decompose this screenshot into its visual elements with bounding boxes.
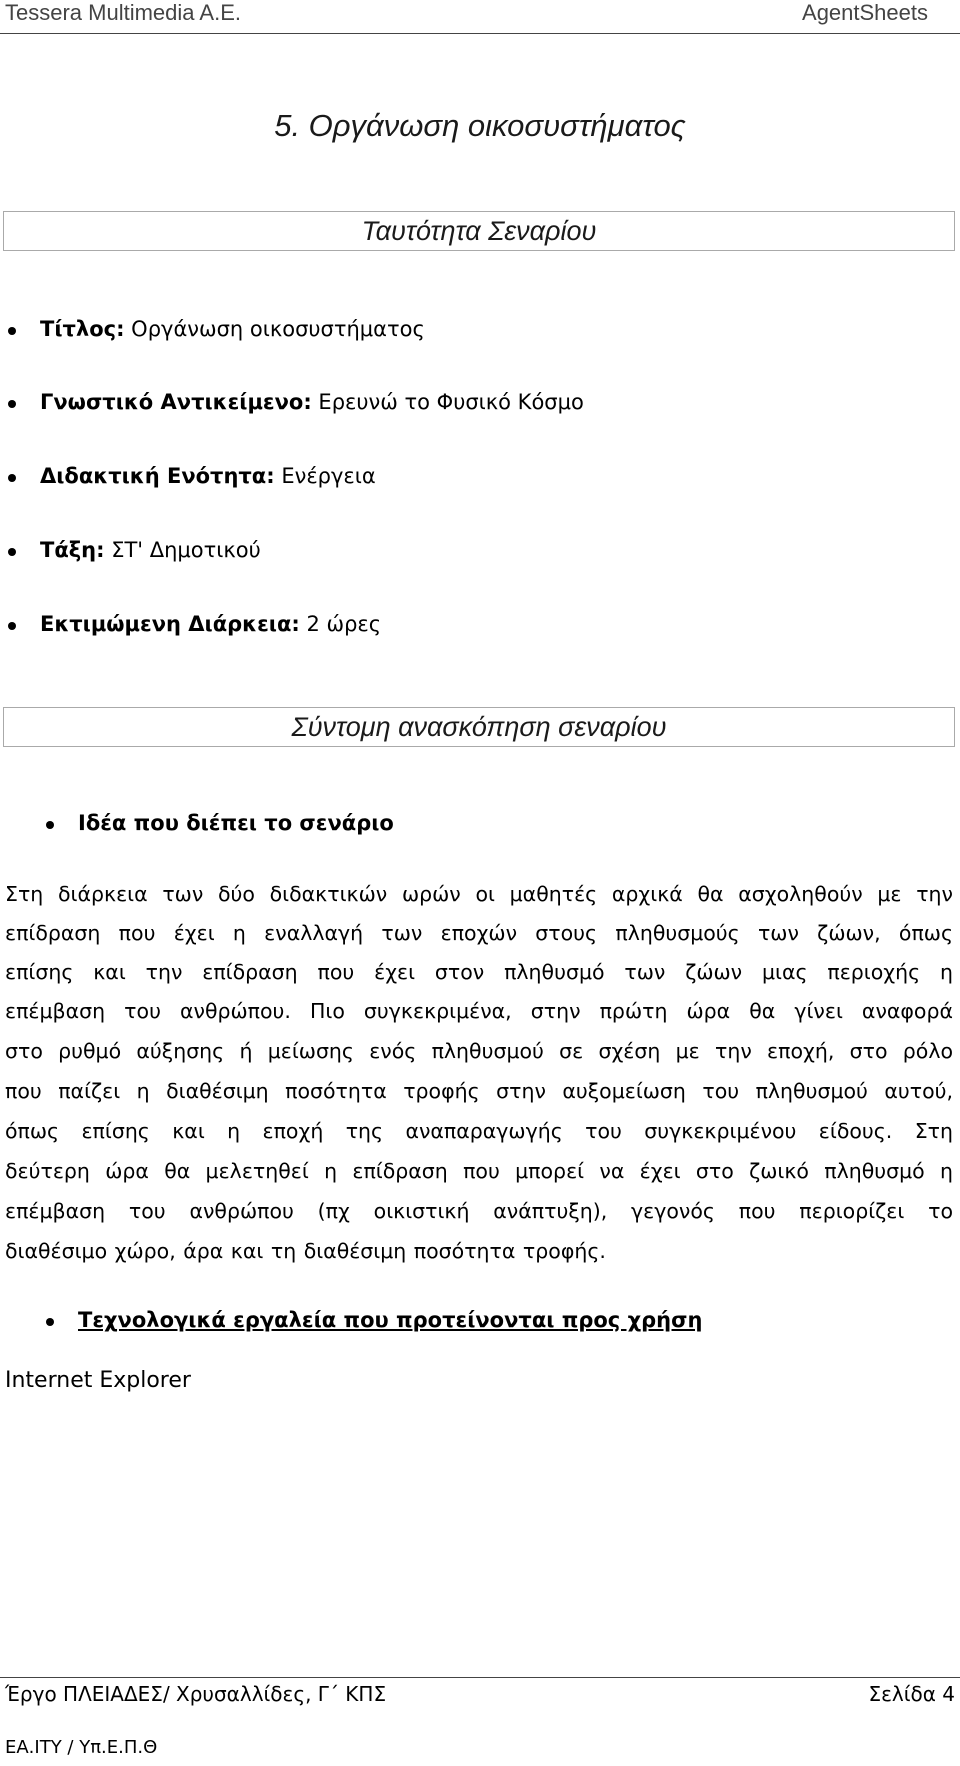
identity-value: Ενέργεια — [274, 464, 376, 488]
identity-label: Εκτιμώμενη Διάρκεια: — [40, 612, 300, 636]
bullet-icon — [8, 327, 16, 335]
idea-heading-row — [78, 811, 394, 835]
header-divider — [0, 33, 960, 34]
idea-heading: Ιδέα που διέπει το σενάριο — [78, 811, 394, 835]
header-company: Tessera Multimedia A.E. — [5, 0, 241, 25]
idea-paragraph-line: στο ρυθμό αύξησης ή μείωσης ενός πληθυσμού σε σχέση με την εποχή, στο ρόλο — [5, 1039, 953, 1063]
footer-organization: ΕΑ.ΙΤΥ / Υπ.Ε.Π.Θ — [5, 1737, 158, 1758]
footer-project: Έργο ΠΛΕΙΑΔΕΣ/ Χρυσαλλίδες, Γ΄ ΚΠΣ — [5, 1682, 387, 1706]
identity-value: ΣΤ' Δημοτικού — [104, 538, 261, 562]
tools-heading-row — [78, 1308, 702, 1332]
bullet-icon — [46, 1318, 54, 1326]
header-product: AgentSheets — [802, 0, 928, 25]
identity-item-grade — [40, 538, 261, 562]
idea-paragraph-line: που παίζει η διαθέσιμη ποσότητα τροφής στην αυξομείωση του πληθυσμού αυτού, — [5, 1079, 953, 1103]
bullet-icon — [8, 622, 16, 630]
bullet-icon — [8, 474, 16, 482]
footer-page-number: Σελίδα 4 — [868, 1682, 955, 1706]
idea-paragraph-line: επέμβαση του ανθρώπου. Πιο συγκεκριμένα, στην πρώτη ώρα θα γίνει αναφορά — [5, 999, 953, 1023]
identity-label: Γνωστικό Αντικείμενο: — [40, 390, 312, 414]
identity-value: Ερευνώ το Φυσικό Κόσμο — [311, 390, 584, 414]
identity-item-duration — [40, 612, 381, 636]
identity-value: 2 ώρες — [299, 612, 382, 636]
idea-paragraph-line: επίδραση που έχει η εναλλαγή των εποχών στους πληθυσμούς των ζώων, όπως — [5, 921, 953, 945]
identity-item-title — [40, 317, 425, 341]
identity-item-unit — [40, 464, 376, 488]
idea-paragraph-line: επίσης και την επίδραση που έχει στον πληθυσμό των ζώων μιας περιοχής η — [5, 960, 953, 984]
overview-heading: Σύντομη ανασκόπηση σεναρίου — [3, 707, 955, 747]
identity-label: Διδακτική Ενότητα: — [40, 464, 275, 488]
bullet-icon — [8, 548, 16, 556]
identity-item-subject — [40, 390, 584, 414]
bullet-icon — [46, 821, 54, 829]
idea-paragraph-line: όπως επίσης και η εποχή της αναπαραγωγής του συγκεκριμένου είδους. Στη — [5, 1119, 953, 1143]
identity-label: Τάξη: — [40, 538, 105, 562]
tools-text: Internet Explorer — [5, 1368, 191, 1393]
idea-paragraph-line: δεύτερη ώρα θα μελετηθεί η επίδραση που μπορεί να έχει στο ζωικό πληθυσμό η — [5, 1159, 953, 1183]
identity-label: Τίτλος: — [40, 317, 125, 341]
identity-heading: Ταυτότητα Σεναρίου — [3, 211, 955, 251]
bullet-icon — [8, 400, 16, 408]
footer-divider — [0, 1677, 960, 1678]
section-title: 5. Οργάνωση οικοσυστήματος — [274, 108, 686, 143]
idea-paragraph-line: διαθέσιμο χώρο, άρα και τη διαθέσιμη ποσότητα τροφής. — [5, 1239, 606, 1263]
idea-paragraph-line: επέμβαση του ανθρώπου (πχ οικιστική ανάπτυξη), γεγονός που περιορίζει το — [5, 1199, 953, 1223]
identity-value: Οργάνωση οικοσυστήματος — [124, 317, 425, 341]
idea-paragraph-line: Στη διάρκεια των δύο διδακτικών ωρών οι μαθητές αρχικά θα ασχοληθούν με την — [5, 882, 953, 906]
tools-heading: Τεχνολογικά εργαλεία που προτείνονται προς χρήση — [78, 1308, 703, 1332]
